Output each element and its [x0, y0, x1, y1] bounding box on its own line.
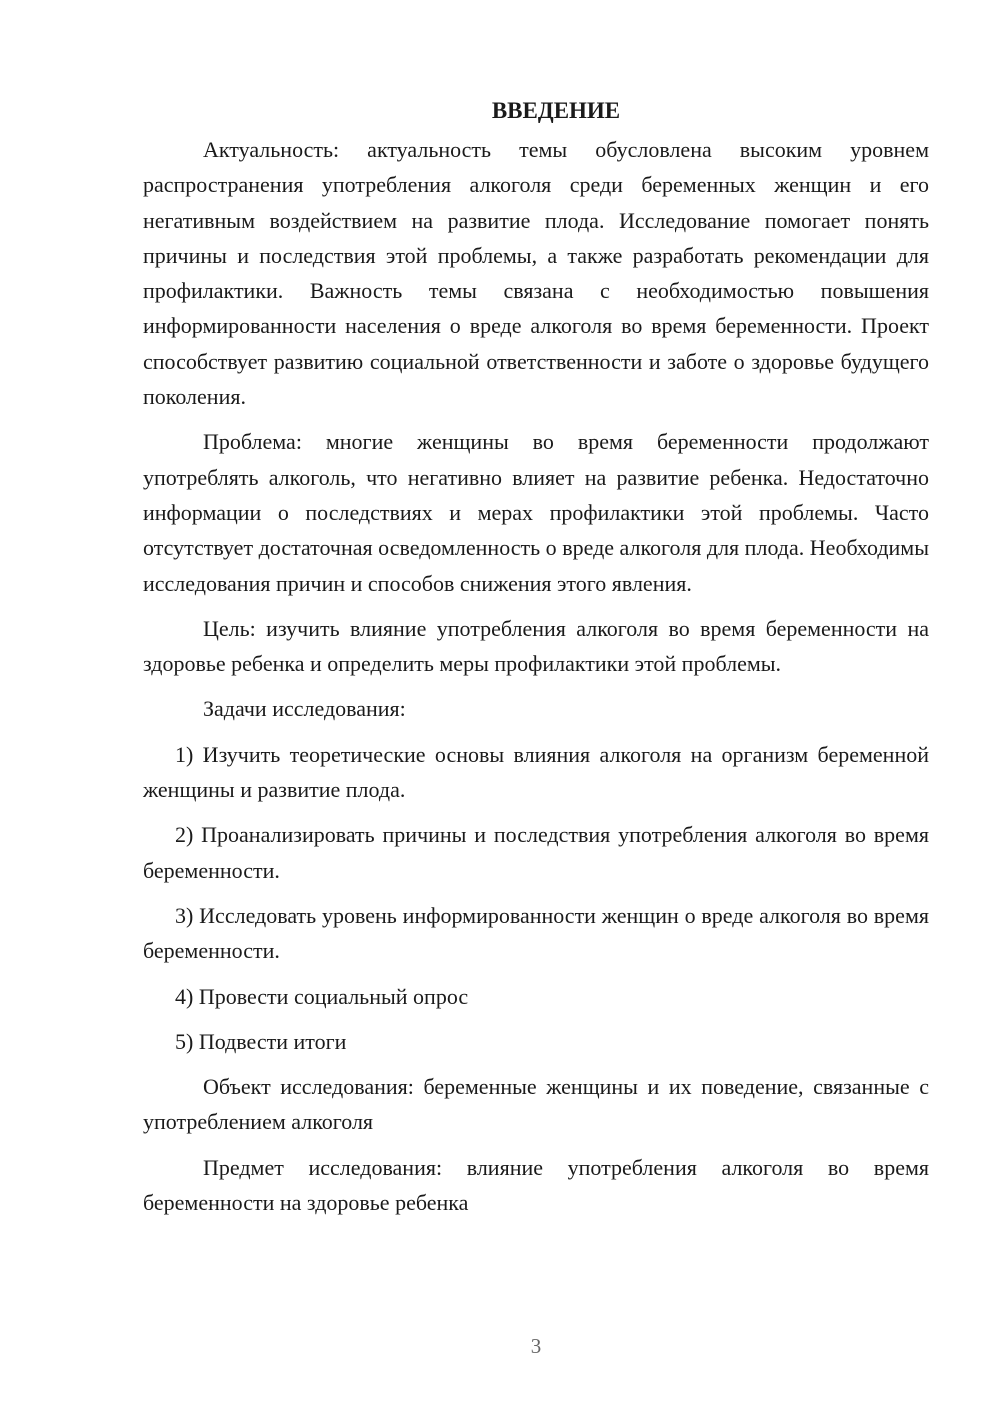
paragraph-subject: Предмет исследования: влияние употребления алкоголя во время беременности на здоровье ребенка	[143, 1154, 929, 1216]
task-item-4: 4) Провести социальный опрос	[175, 983, 469, 1009]
page-number: 3	[530, 1334, 542, 1358]
page-content	[143, 96, 929, 1230]
paragraph-tasks-heading: Задачи исследования:	[203, 696, 406, 722]
task-item-5: 5) Подвести итоги	[175, 1028, 347, 1054]
task-item-1: 1) Изучить теоретические основы влияния алкоголя на организм беременной женщины и развитие плода.	[143, 741, 929, 803]
task-item-3: 3) Исследовать уровень информированности женщин о вреде алкоголя во время беременности.	[143, 902, 929, 964]
paragraph-object: Объект исследования: беременные женщины и их поведение, связанные с употреблением алкоголя	[143, 1074, 929, 1135]
paragraph-problem: Проблема: многие женщины во время беременности продолжают употреблять алкоголь, что негативно влияет на развитие ребенка. Недостаточно информации о последствиях и мерах профилактики этой проблемы. Часто отсутствует достаточная осведомленность о вреде алкоголя для плода. Необходимы исследования причин и способов снижения этого явления.	[143, 429, 929, 596]
paragraph-relevance: Актуальность: актуальность темы обусловлена высоким уровнем распространения употребления алкоголя среди беременных женщин и его негативным воздействием на развитие плода. Исследование помогает понять причины и последствия этой проблемы, а также разработать рекомендации для профилактики. Важность темы связана с необходимостью повышения информированности населения о вреде алкоголя во время беременности. Проект способствует развитию социальной ответственности и заботе о здоровье будущего поколения.	[143, 137, 929, 410]
page-title: ВВЕДЕНИЕ	[491, 98, 621, 123]
task-item-2: 2) Проанализировать причины и последствия употребления алкоголя во время беременности.	[143, 822, 929, 883]
paragraph-goal: Цель: изучить влияние употребления алкоголя во время беременности на здоровье ребенка и определить меры профилактики этой проблемы.	[143, 615, 929, 677]
